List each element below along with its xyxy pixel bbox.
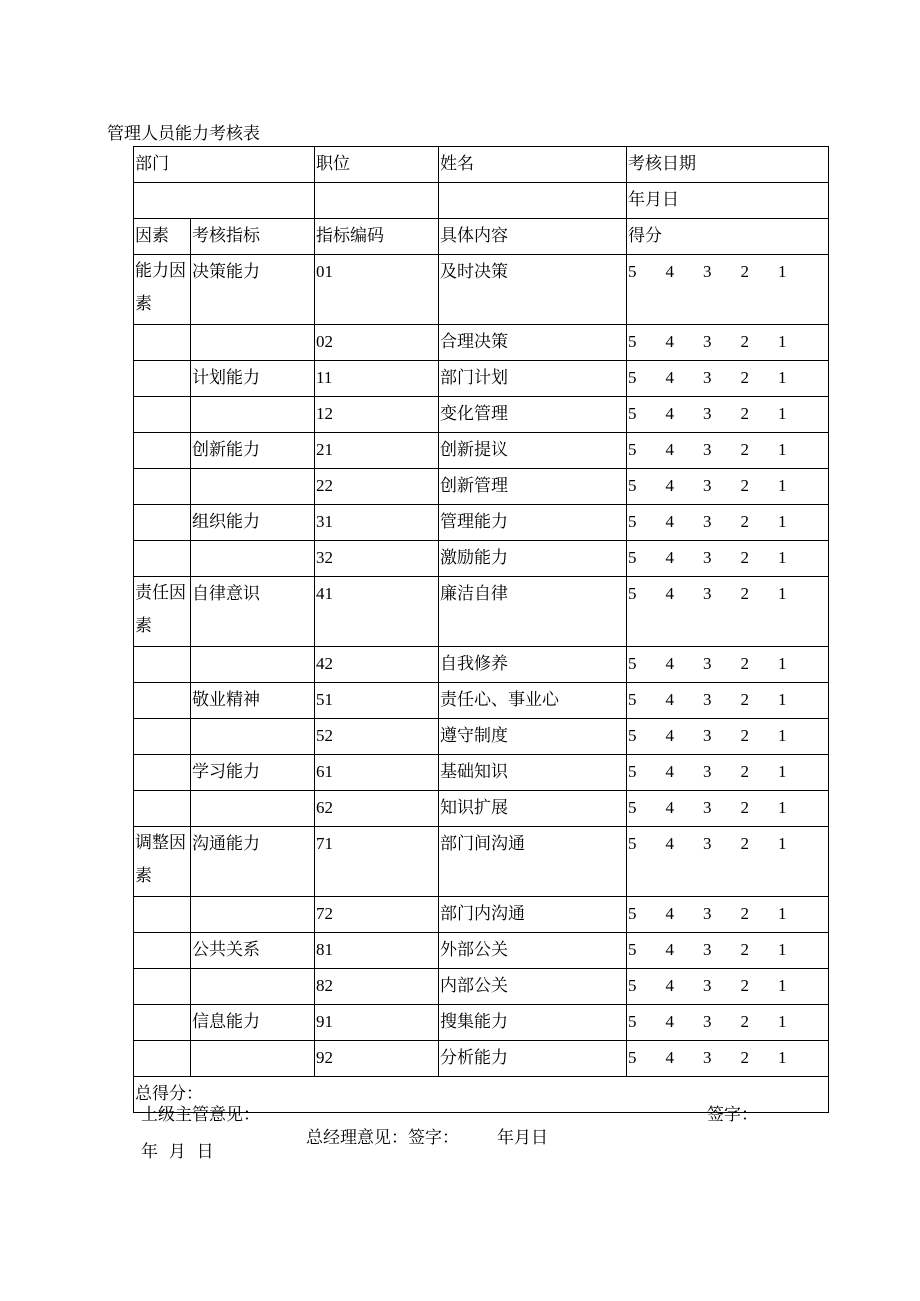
score-option[interactable]: 5 [628, 1012, 637, 1031]
code-cell: 11 [315, 361, 439, 397]
indicator-cell: 信息能力 [191, 1005, 315, 1041]
score-cell [627, 469, 829, 505]
score-option[interactable]: 2 [740, 1012, 749, 1031]
name-label: 姓名 [439, 147, 627, 183]
score-options [628, 933, 798, 967]
table-row [134, 933, 829, 969]
content-cell: 创新管理 [439, 469, 627, 505]
score-option[interactable]: 3 [703, 690, 712, 709]
score-option[interactable]: 3 [703, 332, 712, 351]
table-row [134, 791, 829, 827]
score-cell [627, 255, 829, 325]
score-option[interactable]: 1 [778, 690, 787, 709]
score-option[interactable]: 5 [628, 762, 637, 781]
score-option[interactable]: 4 [665, 976, 674, 995]
code-cell: 42 [315, 647, 439, 683]
assessment-table [133, 146, 829, 1113]
score-option[interactable]: 4 [665, 690, 674, 709]
indicator-cell: 学习能力 [191, 755, 315, 791]
code-cell: 91 [315, 1005, 439, 1041]
score-option[interactable]: 5 [628, 976, 637, 995]
col-indicator: 考核指标 [191, 219, 315, 255]
factor-cell [134, 755, 191, 791]
score-options [628, 683, 798, 717]
code-cell: 92 [315, 1041, 439, 1077]
score-options [628, 719, 798, 753]
content-cell: 知识扩展 [439, 791, 627, 827]
content-cell: 部门计划 [439, 361, 627, 397]
score-option[interactable]: 2 [740, 940, 749, 959]
score-option[interactable]: 4 [665, 1048, 674, 1067]
score-option[interactable]: 5 [628, 512, 637, 531]
code-cell: 22 [315, 469, 439, 505]
code-cell: 81 [315, 933, 439, 969]
score-option[interactable]: 3 [703, 512, 712, 531]
score-option[interactable]: 3 [703, 726, 712, 745]
indicator-cell [191, 897, 315, 933]
code-cell: 02 [315, 325, 439, 361]
factor-cell [134, 791, 191, 827]
score-cell [627, 1041, 829, 1077]
score-options [628, 361, 798, 395]
date-value[interactable]: 年月日 [627, 183, 829, 219]
score-option[interactable]: 4 [665, 726, 674, 745]
score-option[interactable]: 3 [703, 262, 712, 281]
code-cell: 82 [315, 969, 439, 1005]
score-option[interactable]: 4 [665, 798, 674, 817]
score-option[interactable]: 5 [628, 654, 637, 673]
indicator-cell [191, 469, 315, 505]
score-option[interactable]: 4 [665, 940, 674, 959]
col-code: 指标编码 [315, 219, 439, 255]
score-option[interactable]: 5 [628, 440, 637, 459]
score-option[interactable]: 4 [665, 368, 674, 387]
table-row [134, 827, 829, 897]
score-option[interactable]: 5 [628, 584, 637, 603]
content-cell: 自我修养 [439, 647, 627, 683]
score-option[interactable]: 1 [778, 476, 787, 495]
score-option[interactable]: 4 [665, 476, 674, 495]
factor-cell [134, 897, 191, 933]
score-option[interactable]: 4 [665, 584, 674, 603]
table-row [134, 969, 829, 1005]
score-cell [627, 325, 829, 361]
content-cell: 部门间沟通 [439, 827, 627, 897]
score-options [628, 505, 798, 539]
score-option[interactable]: 1 [778, 1048, 787, 1067]
score-cell [627, 397, 829, 433]
indicator-cell [191, 719, 315, 755]
indicator-cell: 组织能力 [191, 505, 315, 541]
header-value-row [134, 183, 829, 219]
name-value[interactable] [439, 183, 627, 219]
score-cell [627, 433, 829, 469]
factor-cell: 能力因素 [134, 255, 191, 325]
table-row [134, 433, 829, 469]
content-cell: 激励能力 [439, 541, 627, 577]
indicator-cell: 决策能力 [191, 255, 315, 325]
factor-cell [134, 1005, 191, 1041]
indicator-cell: 自律意识 [191, 577, 315, 647]
gm-date-label: 年月日 [497, 1128, 548, 1148]
content-cell: 遵守制度 [439, 719, 627, 755]
signature-label: 签字： [707, 1105, 758, 1125]
score-options [628, 541, 798, 575]
score-option[interactable]: 3 [703, 798, 712, 817]
score-option[interactable]: 1 [778, 654, 787, 673]
factor-cell [134, 397, 191, 433]
content-cell: 及时决策 [439, 255, 627, 325]
score-option[interactable]: 4 [665, 1012, 674, 1031]
score-option[interactable]: 4 [665, 548, 674, 567]
col-content: 具体内容 [439, 219, 627, 255]
score-option[interactable]: 3 [703, 654, 712, 673]
score-cell [627, 647, 829, 683]
score-option[interactable]: 3 [703, 368, 712, 387]
indicator-cell [191, 791, 315, 827]
table-row [134, 683, 829, 719]
indicator-cell: 公共关系 [191, 933, 315, 969]
dept-label: 部门 [134, 147, 315, 183]
supervisor-opinion-label: 上级主管意见： [141, 1105, 260, 1125]
table-row [134, 647, 829, 683]
code-cell: 41 [315, 577, 439, 647]
score-cell [627, 969, 829, 1005]
indicator-cell [191, 325, 315, 361]
assessment-table-body [134, 147, 829, 1113]
table-row [134, 469, 829, 505]
factor-cell [134, 683, 191, 719]
content-cell: 外部公关 [439, 933, 627, 969]
score-option[interactable]: 2 [740, 512, 749, 531]
indicator-cell [191, 1041, 315, 1077]
score-option[interactable]: 2 [740, 404, 749, 423]
score-option[interactable]: 5 [628, 904, 637, 923]
content-cell: 责任心、事业心 [439, 683, 627, 719]
score-option[interactable]: 3 [703, 476, 712, 495]
content-cell: 创新提议 [439, 433, 627, 469]
factor-cell [134, 325, 191, 361]
score-option[interactable]: 3 [703, 940, 712, 959]
score-cell [627, 791, 829, 827]
content-cell: 变化管理 [439, 397, 627, 433]
score-option[interactable]: 3 [703, 404, 712, 423]
table-row [134, 325, 829, 361]
factor-cell [134, 647, 191, 683]
score-cell [627, 755, 829, 791]
factor-cell [134, 433, 191, 469]
score-option[interactable]: 2 [740, 440, 749, 459]
col-factor: 因素 [134, 219, 191, 255]
score-cell [627, 1005, 829, 1041]
factor-cell: 调整因素 [134, 827, 191, 897]
score-cell [627, 719, 829, 755]
date-label: 考核日期 [627, 147, 829, 183]
score-options [628, 397, 798, 431]
score-option[interactable]: 1 [778, 904, 787, 923]
column-header-row [134, 219, 829, 255]
col-score: 得分 [627, 219, 829, 255]
score-option[interactable]: 3 [703, 1012, 712, 1031]
score-option[interactable]: 2 [740, 690, 749, 709]
table-row [134, 505, 829, 541]
score-cell [627, 933, 829, 969]
indicator-cell: 创新能力 [191, 433, 315, 469]
score-option[interactable]: 3 [703, 762, 712, 781]
code-cell: 21 [315, 433, 439, 469]
dept-value[interactable] [134, 183, 315, 219]
indicator-cell [191, 647, 315, 683]
indicator-cell: 沟通能力 [191, 827, 315, 897]
factor-cell [134, 505, 191, 541]
score-option[interactable]: 4 [665, 654, 674, 673]
score-option[interactable]: 5 [628, 476, 637, 495]
score-option[interactable]: 5 [628, 690, 637, 709]
score-option[interactable]: 1 [778, 834, 787, 853]
score-option[interactable]: 4 [665, 762, 674, 781]
score-option[interactable]: 2 [740, 798, 749, 817]
score-option[interactable]: 3 [703, 440, 712, 459]
score-option[interactable]: 5 [628, 1048, 637, 1067]
content-cell: 廉洁自律 [439, 577, 627, 647]
table-row [134, 577, 829, 647]
factor-cell: 责任因素 [134, 577, 191, 647]
total-score-label: 总得分： [134, 1077, 829, 1113]
score-option[interactable]: 1 [778, 726, 787, 745]
score-option[interactable]: 1 [778, 440, 787, 459]
score-option[interactable]: 3 [703, 834, 712, 853]
score-option[interactable]: 1 [778, 512, 787, 531]
factor-cell [134, 969, 191, 1005]
score-option[interactable]: 5 [628, 548, 637, 567]
score-option[interactable]: 2 [740, 548, 749, 567]
factor-cell [134, 1041, 191, 1077]
score-option[interactable]: 5 [628, 262, 637, 281]
score-options [628, 577, 798, 611]
gm-opinion-label: 总经理意见：签字： [306, 1128, 459, 1148]
score-option[interactable]: 2 [740, 726, 749, 745]
score-option[interactable]: 1 [778, 762, 787, 781]
code-cell: 52 [315, 719, 439, 755]
header-row [134, 147, 829, 183]
factor-cell [134, 719, 191, 755]
factor-cell [134, 469, 191, 505]
score-option[interactable]: 1 [778, 1012, 787, 1031]
score-option[interactable]: 2 [740, 368, 749, 387]
score-options [628, 827, 798, 861]
score-option[interactable]: 5 [628, 368, 637, 387]
score-options [628, 325, 798, 359]
score-option[interactable]: 3 [703, 976, 712, 995]
score-options [628, 791, 798, 825]
score-options [628, 969, 798, 1003]
score-option[interactable]: 1 [778, 368, 787, 387]
table-row [134, 719, 829, 755]
table-row [134, 897, 829, 933]
code-cell: 12 [315, 397, 439, 433]
content-cell: 合理决策 [439, 325, 627, 361]
score-options [628, 755, 798, 789]
score-option[interactable]: 2 [740, 904, 749, 923]
score-option[interactable]: 1 [778, 976, 787, 995]
factor-cell [134, 541, 191, 577]
score-options [628, 647, 798, 681]
score-cell [627, 361, 829, 397]
score-option[interactable]: 3 [703, 584, 712, 603]
score-option[interactable]: 1 [778, 262, 787, 281]
score-cell [627, 827, 829, 897]
code-cell: 31 [315, 505, 439, 541]
score-option[interactable]: 2 [740, 584, 749, 603]
score-option[interactable]: 2 [740, 654, 749, 673]
code-cell: 01 [315, 255, 439, 325]
score-option[interactable]: 1 [778, 940, 787, 959]
score-options [628, 469, 798, 503]
table-row [134, 361, 829, 397]
score-option[interactable]: 5 [628, 940, 637, 959]
score-option[interactable]: 1 [778, 548, 787, 567]
content-cell: 内部公关 [439, 969, 627, 1005]
score-option[interactable]: 2 [740, 834, 749, 853]
form-title: 管理人员能力考核表 [107, 124, 260, 144]
score-option[interactable]: 5 [628, 404, 637, 423]
indicator-cell: 敬业精神 [191, 683, 315, 719]
score-cell [627, 505, 829, 541]
code-cell: 61 [315, 755, 439, 791]
indicator-cell: 计划能力 [191, 361, 315, 397]
score-option[interactable]: 4 [665, 262, 674, 281]
score-option[interactable]: 3 [703, 548, 712, 567]
score-option[interactable]: 1 [778, 584, 787, 603]
content-cell: 搜集能力 [439, 1005, 627, 1041]
score-option[interactable]: 2 [740, 332, 749, 351]
score-option[interactable]: 4 [665, 834, 674, 853]
score-option[interactable]: 2 [740, 976, 749, 995]
score-option[interactable]: 1 [778, 404, 787, 423]
score-option[interactable]: 5 [628, 834, 637, 853]
score-cell [627, 577, 829, 647]
content-cell: 基础知识 [439, 755, 627, 791]
score-option[interactable]: 4 [665, 904, 674, 923]
score-cell [627, 541, 829, 577]
position-label: 职位 [315, 147, 439, 183]
score-options [628, 1041, 798, 1075]
table-row [134, 255, 829, 325]
code-cell: 72 [315, 897, 439, 933]
table-row [134, 1005, 829, 1041]
score-options [628, 433, 798, 467]
content-cell: 部门内沟通 [439, 897, 627, 933]
score-option[interactable]: 2 [740, 476, 749, 495]
score-option[interactable]: 1 [778, 332, 787, 351]
score-options [628, 1005, 798, 1039]
code-cell: 62 [315, 791, 439, 827]
position-value[interactable] [315, 183, 439, 219]
factor-cell [134, 361, 191, 397]
score-option[interactable]: 5 [628, 798, 637, 817]
indicator-cell [191, 397, 315, 433]
score-option[interactable]: 1 [778, 798, 787, 817]
score-option[interactable]: 2 [740, 762, 749, 781]
score-option[interactable]: 5 [628, 726, 637, 745]
code-cell: 71 [315, 827, 439, 897]
score-option[interactable]: 3 [703, 1048, 712, 1067]
score-options [628, 255, 798, 289]
factor-cell [134, 933, 191, 969]
score-option[interactable]: 4 [665, 440, 674, 459]
score-cell [627, 683, 829, 719]
score-option[interactable]: 2 [740, 262, 749, 281]
supervisor-date-label: 年 月 日 [141, 1142, 214, 1162]
score-cell [627, 897, 829, 933]
score-options [628, 897, 798, 931]
score-option[interactable]: 5 [628, 332, 637, 351]
code-cell: 51 [315, 683, 439, 719]
table-row [134, 755, 829, 791]
code-cell: 32 [315, 541, 439, 577]
score-option[interactable]: 4 [665, 404, 674, 423]
content-cell: 管理能力 [439, 505, 627, 541]
indicator-cell [191, 541, 315, 577]
score-option[interactable]: 3 [703, 904, 712, 923]
score-option[interactable]: 4 [665, 512, 674, 531]
indicator-cell [191, 969, 315, 1005]
score-option[interactable]: 2 [740, 1048, 749, 1067]
table-row [134, 541, 829, 577]
table-row [134, 397, 829, 433]
score-option[interactable]: 4 [665, 332, 674, 351]
content-cell: 分析能力 [439, 1041, 627, 1077]
table-row [134, 1041, 829, 1077]
